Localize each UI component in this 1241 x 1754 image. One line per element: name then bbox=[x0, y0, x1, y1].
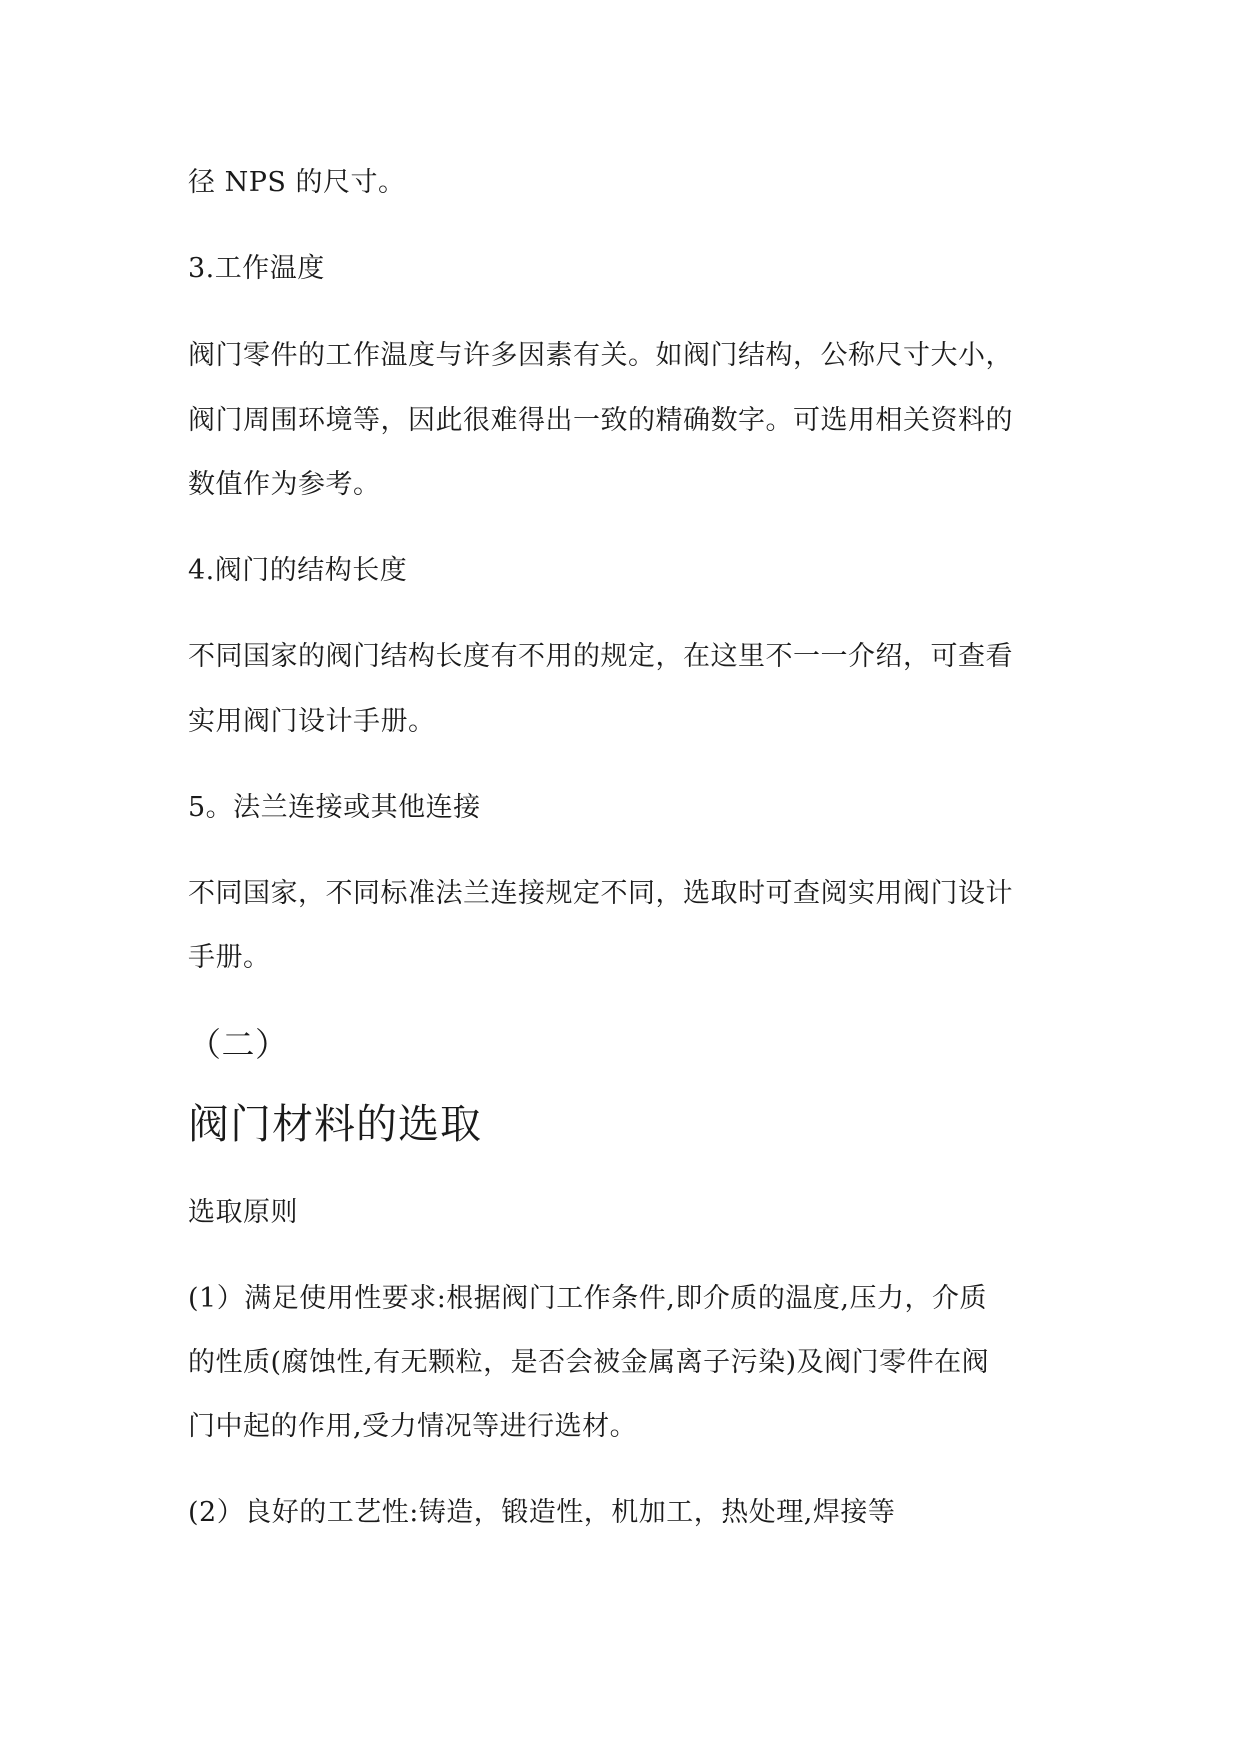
section-number: （二） bbox=[188, 1025, 289, 1064]
text-line: 数值作为参考。 bbox=[188, 469, 381, 500]
subsection-heading: 选取原则 bbox=[188, 1197, 298, 1228]
text-line: 实用阀门设计手册。 bbox=[188, 706, 436, 737]
subsection-heading: 3.工作温度 bbox=[188, 253, 325, 284]
subsection-heading: 5。法兰连接或其他连接 bbox=[188, 792, 481, 823]
text-line: 不同国家的阀门结构长度有不用的规定，在这里不一一介绍，可查看 bbox=[188, 641, 1013, 672]
text-line: 阀门零件的工作温度与许多因素有关。如阀门结构，公称尺寸大小， bbox=[188, 340, 1013, 371]
text-line: 阀门周围环境等，因此很难得出一致的精确数字。可选用相关资料的 bbox=[188, 405, 1013, 436]
subsection-heading: 4.阀门的结构长度 bbox=[188, 555, 408, 586]
text-line: 门中起的作用,受力情况等进行选材。 bbox=[188, 1411, 638, 1442]
text-line: (2）良好的工艺性:铸造，锻造性，机加工，热处理,焊接等 bbox=[188, 1497, 896, 1528]
text-line: 径 NPS 的尺寸。 bbox=[188, 167, 406, 198]
text-line: 手册。 bbox=[188, 942, 271, 973]
text-line: (1）满足使用性要求:根据阀门工作条件,即介质的温度,压力，介质 bbox=[188, 1283, 987, 1314]
text-line: 不同国家，不同标准法兰连接规定不同，选取时可查阅实用阀门设计 bbox=[188, 878, 1013, 909]
section-title: 阀门材料的选取 bbox=[188, 1100, 482, 1148]
text-line: 的性质(腐蚀性,有无颗粒，是否会被金属离子污染)及阀门零件在阀 bbox=[188, 1347, 990, 1378]
